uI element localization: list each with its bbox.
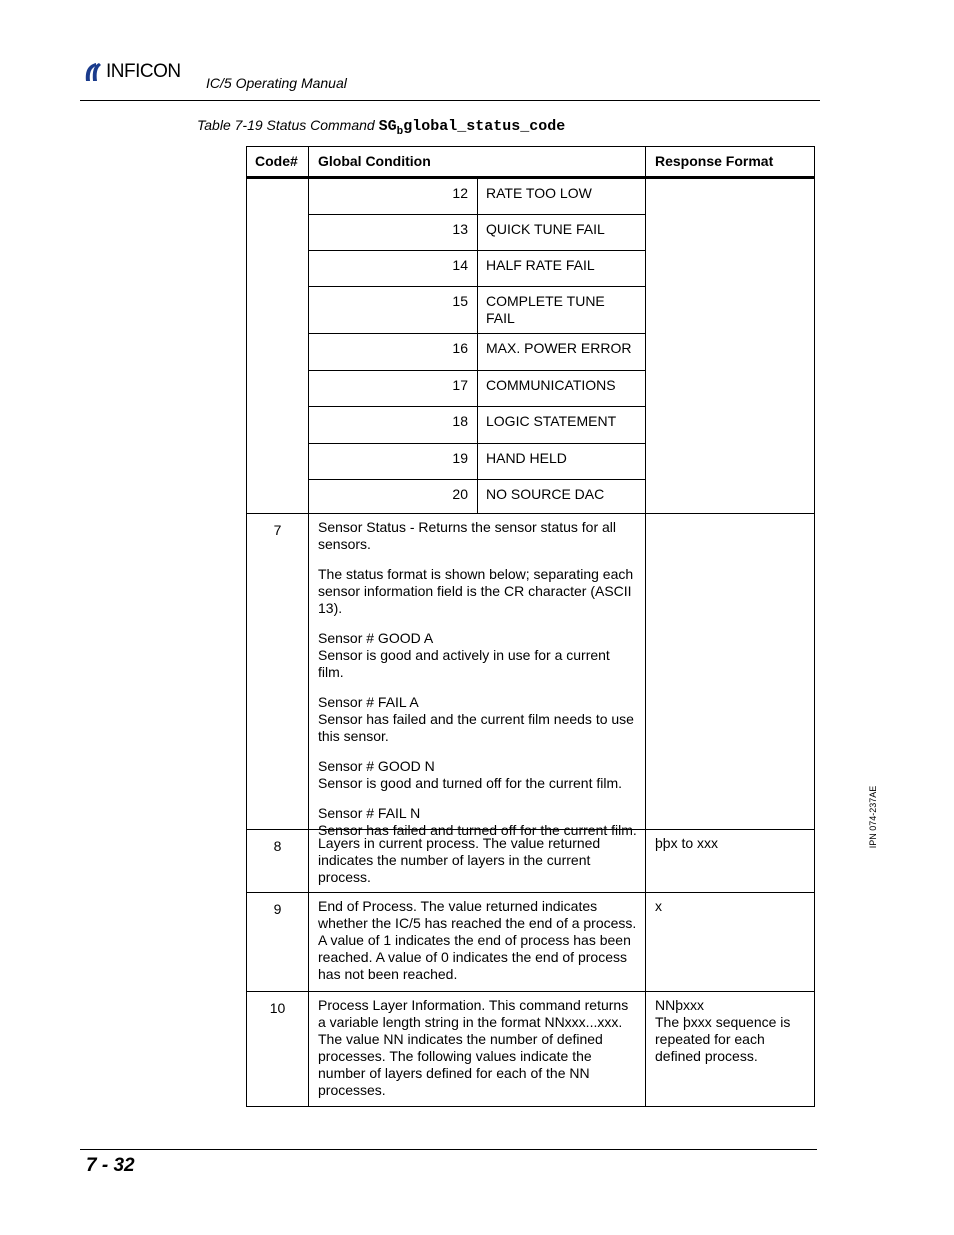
inficon-logo <box>82 60 181 84</box>
code-cell: 9 <box>247 893 309 991</box>
condition-cell <box>309 514 646 838</box>
code-cell: 7 <box>247 514 309 829</box>
response-cell <box>646 992 812 1106</box>
page-header <box>80 58 820 101</box>
sub-row-num: 20 <box>309 480 478 513</box>
condition-cell <box>309 830 646 892</box>
sub-row-num: 17 <box>309 371 478 406</box>
caption-label: Table 7-19 Status Command <box>197 117 379 133</box>
sub-row <box>309 215 645 251</box>
manual-title: IC/5 Operating Manual <box>206 75 347 91</box>
response-cell <box>646 179 812 513</box>
code-cell <box>247 179 309 513</box>
sub-row <box>309 251 645 287</box>
sub-row-name: HAND HELD <box>486 450 567 466</box>
footer-rule <box>80 1149 817 1150</box>
condition-paragraph: End of Process. The value returned indicates whether the IC/5 has reached the end of a process. A value of 1 indicates the end of process has been reached. A value of 0 indicates the end of process has not been reached. <box>318 898 637 982</box>
sub-row <box>309 407 645 444</box>
sub-row <box>309 444 645 480</box>
header-code: Code# <box>247 147 309 176</box>
sub-row <box>309 480 645 513</box>
sub-row <box>309 179 645 215</box>
code-cell: 8 <box>247 830 309 892</box>
sub-row-name: NO SOURCE DAC <box>486 486 605 502</box>
table-row <box>247 514 814 838</box>
sub-row-name: COMMUNICATIONS <box>486 377 616 393</box>
table-row <box>247 830 814 893</box>
table-caption <box>197 117 565 138</box>
condition-paragraph: Process Layer Information. This command returns a variable length string in the format NNxxx...xxx. The value NN indicates the number of defined processes. The following values indicate the number of layers defined for each of the NN processes. <box>318 997 629 1098</box>
page-number: 7 - 32 <box>86 1155 135 1176</box>
condition-paragraph: Sensor # FAIL A Sensor has failed and the current film needs to use this sensor. <box>318 694 634 744</box>
condition-paragraph: Sensor # GOOD A Sensor is good and actively in use for a current film. <box>318 630 610 680</box>
condition-subtable <box>309 179 646 513</box>
response-line: NNϸxxx <box>655 997 705 1013</box>
table-row <box>247 992 814 1106</box>
ipn-side-note: IPN 074-237AE <box>868 785 878 849</box>
sub-row <box>309 371 645 407</box>
response-cell <box>646 514 812 829</box>
sub-row <box>309 287 645 334</box>
response-cell: ϸϸx to xxx <box>655 835 719 851</box>
condition-paragraph: Sensor # FAIL N Sensor has failed and turned off for the current film. <box>318 805 637 838</box>
condition-cell <box>309 893 646 991</box>
sub-row-num: 14 <box>309 251 478 286</box>
sub-row-num: 19 <box>309 444 478 479</box>
condition-paragraph: Sensor # GOOD N Sensor is good and turned off for the current film. <box>318 758 623 791</box>
status-table <box>246 146 815 1107</box>
condition-paragraph: Layers in current process. The value returned indicates the number of layers in the current process. <box>318 835 601 885</box>
condition-paragraph: Sensor Status - Returns the sensor status for all sensors. <box>318 519 617 552</box>
logo-text: INFICON <box>106 61 181 82</box>
sub-row <box>309 334 645 371</box>
condition-cell <box>309 992 646 1106</box>
caption-code-prefix: SG <box>378 118 397 135</box>
response-line: The ϸxxx sequence is repeated for each defined process. <box>655 1014 791 1064</box>
sub-row-name: COMPLETE TUNE FAIL <box>486 293 605 326</box>
table-header-row <box>247 147 814 179</box>
table-row <box>247 893 814 992</box>
sub-row-name: HALF RATE FAIL <box>486 257 595 273</box>
header-global-condition: Global Condition <box>309 147 646 176</box>
condition-paragraph: The status format is shown below; separating each sensor information field is the CR character (ASCII 13). <box>318 566 634 616</box>
header-response-format: Response Format <box>655 153 774 169</box>
code-cell: 10 <box>247 992 309 1106</box>
sub-row-num: 15 <box>309 287 478 333</box>
sub-row-num: 18 <box>309 407 478 443</box>
table-row-condition-codes <box>247 179 814 514</box>
caption-code-sub: b <box>396 126 404 138</box>
sub-row-name: LOGIC STATEMENT <box>486 413 617 429</box>
sub-row-num: 13 <box>309 215 478 250</box>
response-cell: x <box>655 898 662 914</box>
sub-row-num: 16 <box>309 334 478 370</box>
sub-row-name: MAX. POWER ERROR <box>486 340 632 356</box>
inficon-logo-icon <box>82 61 104 83</box>
sub-row-name: RATE TOO LOW <box>486 185 592 201</box>
sub-row-name: QUICK TUNE FAIL <box>486 221 605 237</box>
caption-code-suffix: global_status_code <box>403 118 566 135</box>
sub-row-num: 12 <box>309 179 478 214</box>
